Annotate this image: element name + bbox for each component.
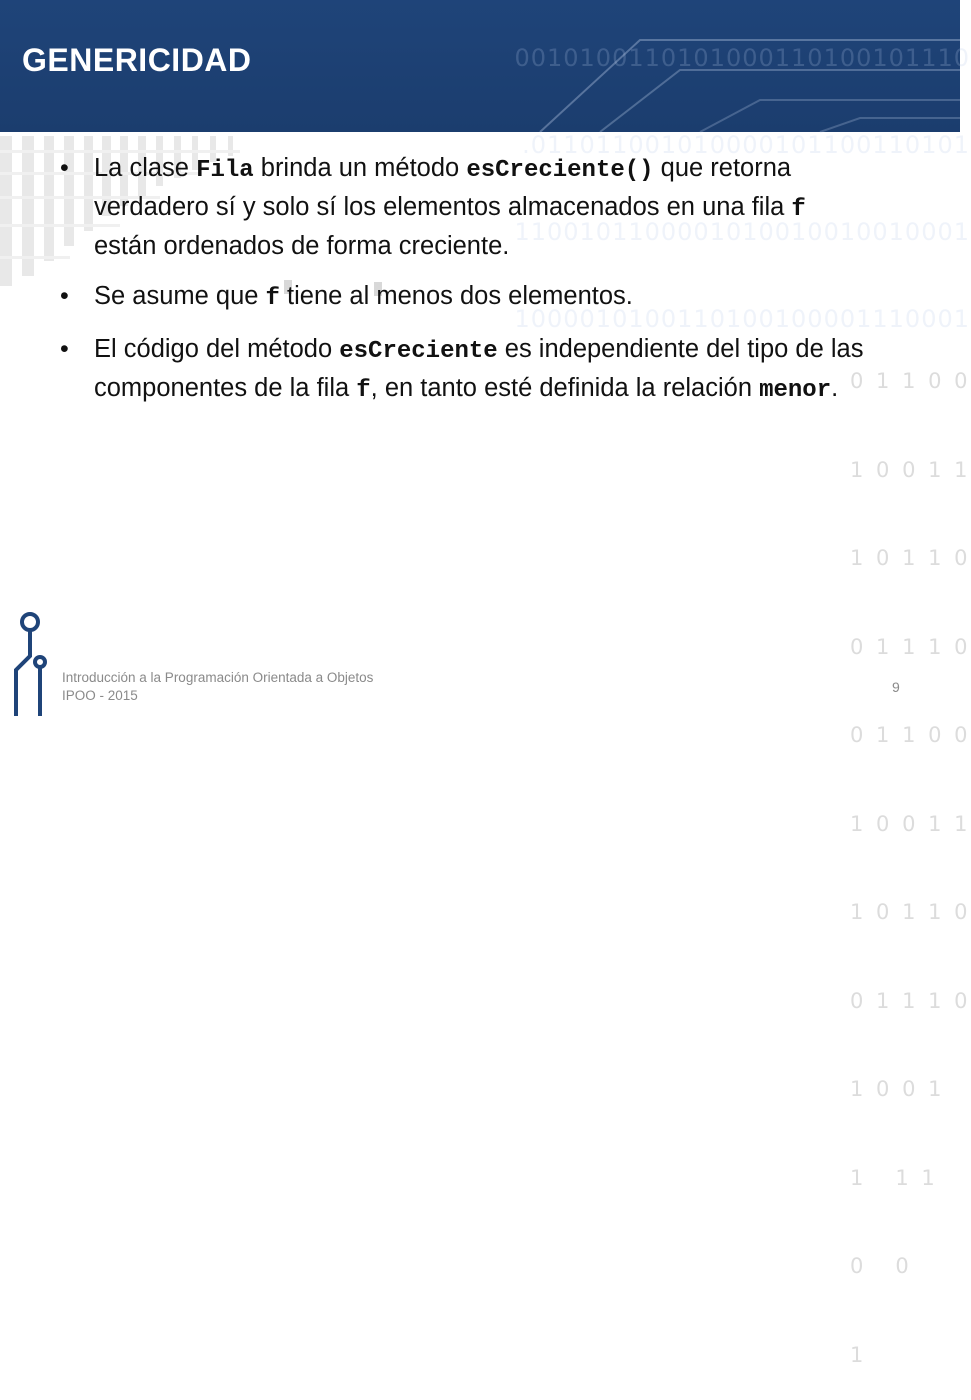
code-variable: f xyxy=(356,377,371,404)
side-binary-line: 0 1 1 0 0 xyxy=(850,723,971,747)
side-binary-line: 1 0 1 1 0 xyxy=(850,900,971,924)
bullet-text: Se asume que xyxy=(94,282,266,310)
code-relation-name: menor xyxy=(759,377,832,404)
side-binary-line: 1 0 0 1 1 xyxy=(850,457,971,482)
code-class-name: Fila xyxy=(196,157,254,184)
footer-course-name: Introducción a la Programación Orientada a Objetos xyxy=(62,670,374,685)
bullet-item xyxy=(60,150,870,264)
bullet-dot: • xyxy=(60,335,69,363)
bullet-text: brinda un método xyxy=(253,154,467,182)
code-variable: f xyxy=(791,196,806,223)
header-binary-line: 0010100110101000110100101110 xyxy=(514,44,970,72)
side-binary-line: 1 0 0 1 1 xyxy=(850,811,971,836)
bullet-text: . xyxy=(831,374,839,402)
header-binary-line: 1000010100110100100001110001 xyxy=(514,305,970,333)
side-binary-line: 1 xyxy=(850,1342,867,1367)
side-binary-line: 0 1 1 1 0 xyxy=(850,988,971,1013)
header-binary-line: .011011001010000101100110101 xyxy=(522,131,970,159)
slide-content xyxy=(60,150,870,423)
bullet-text: El código del método xyxy=(94,335,340,363)
side-binary-line: 0 1 1 0 0 xyxy=(850,369,971,393)
circuit-logo-icon xyxy=(4,608,56,718)
bullet-text: La clase xyxy=(94,154,197,182)
footer-course-year: IPOO - 2015 xyxy=(62,688,138,703)
slide-footer xyxy=(62,669,373,705)
side-binary-line: 0 1 1 1 0 xyxy=(850,634,971,659)
side-binary-line: 1 0 1 1 0 xyxy=(850,546,971,570)
bullet-text: , en tanto esté definida la relación xyxy=(370,374,760,402)
bullet-text: es independiente del tipo de las componentes de la fila xyxy=(94,335,864,402)
bullet-item xyxy=(60,331,870,409)
bullet-dot: • xyxy=(60,154,69,182)
bullet-text: tiene al menos dos elementos. xyxy=(279,282,633,310)
bullet-dot: • xyxy=(60,282,69,310)
side-binary-pattern xyxy=(850,308,971,1400)
code-method-name: esCreciente() xyxy=(466,157,654,184)
slide-title: GENERICIDAD xyxy=(22,42,252,78)
side-binary-line: 1 1 1 xyxy=(850,1165,938,1190)
bullet-item xyxy=(60,278,870,317)
bullet-text: están ordenados de forma creciente. xyxy=(94,232,510,260)
header-binary-line: 1100101100001010010010010001 xyxy=(514,218,970,246)
bullet-text: que retorna verdadero sí y solo sí los elementos almacenados en una fila xyxy=(94,154,792,221)
page-number: 9 xyxy=(892,679,900,695)
code-variable: f xyxy=(265,285,280,312)
side-binary-line: 1 0 0 1 xyxy=(850,1077,945,1101)
side-binary-line: 0 0 xyxy=(850,1254,912,1278)
code-method-name: esCreciente xyxy=(339,338,498,365)
